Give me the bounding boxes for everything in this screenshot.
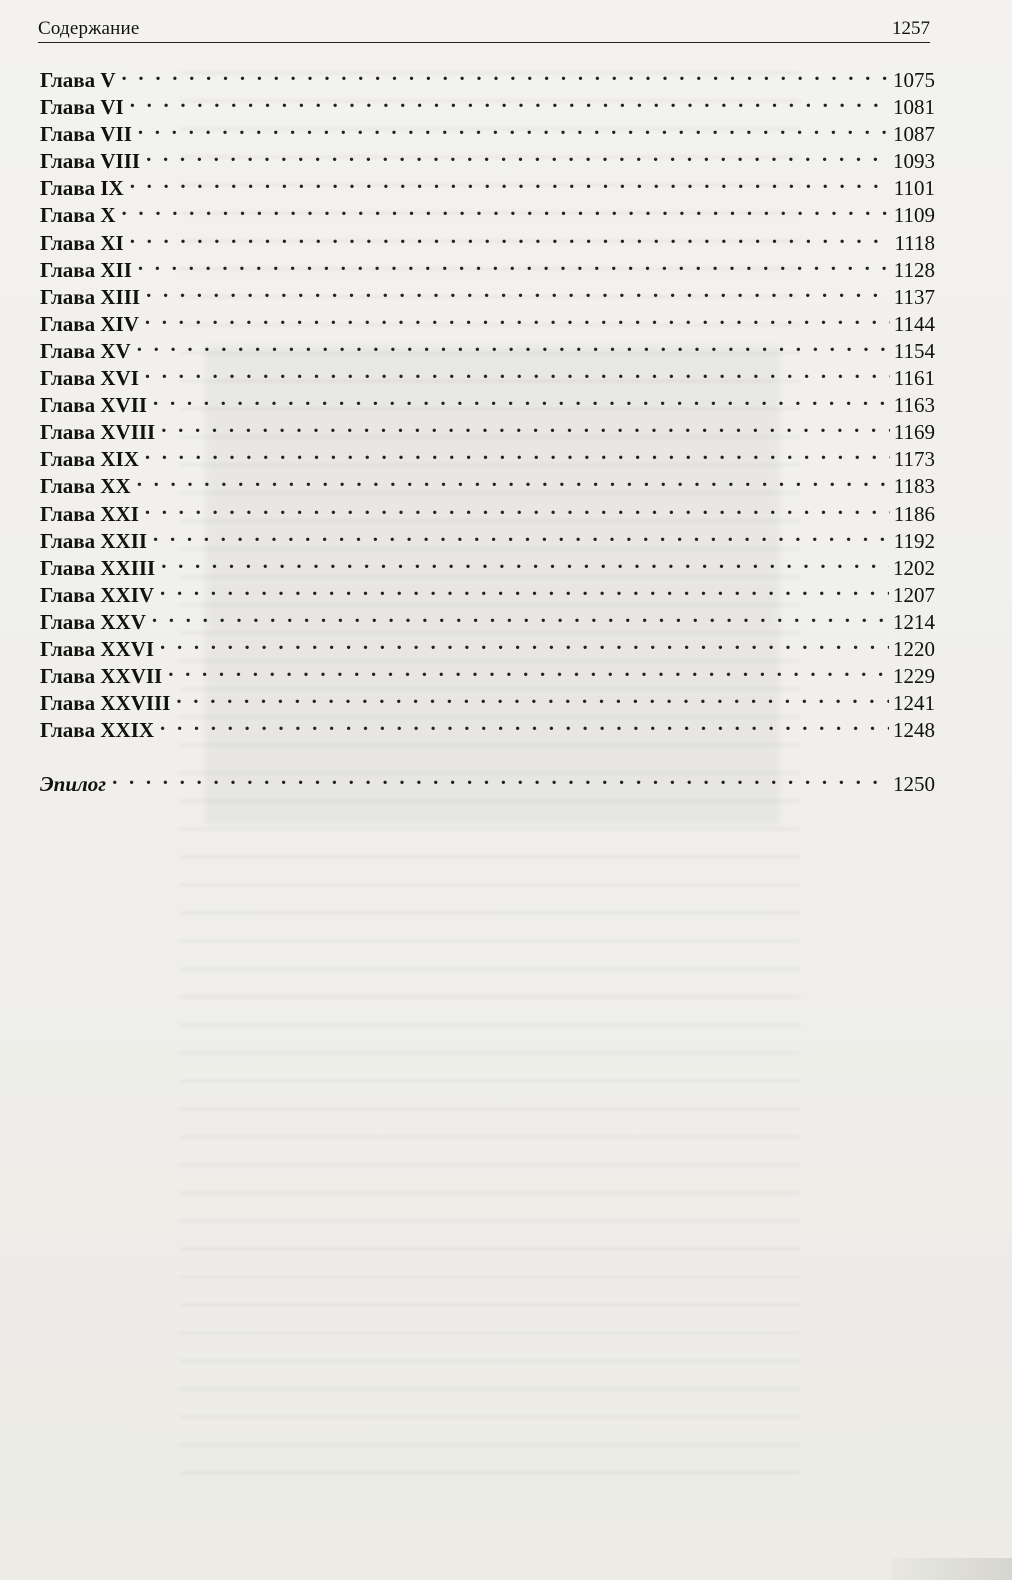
toc-entry-page: 1081 — [893, 95, 935, 120]
dot-leader — [168, 656, 889, 683]
toc-entry — [40, 60, 935, 92]
toc-entry — [40, 250, 935, 282]
toc-entry — [40, 439, 935, 472]
toc-entry-title: Глава VIII — [40, 149, 141, 174]
toc-entry-page: 1250 — [893, 772, 935, 797]
toc-entry — [40, 304, 935, 336]
toc-entry-title: Глава XXIV — [40, 582, 155, 607]
dot-leader — [145, 304, 890, 331]
toc-entry — [40, 548, 935, 580]
dot-leader — [161, 412, 890, 439]
dot-leader — [160, 575, 889, 602]
toc-entry-title: Глава XII — [40, 257, 132, 282]
toc-entry-title: Глава XI — [40, 230, 124, 255]
dot-leader — [130, 87, 889, 114]
toc-entry-title: Глава XIV — [40, 311, 139, 336]
toc-entry-page: 1128 — [893, 257, 935, 282]
toc-entry — [40, 412, 935, 445]
toc-entry-page: 1169 — [893, 420, 935, 445]
dot-leader — [146, 141, 889, 168]
dot-leader — [138, 250, 890, 277]
toc-entry-title: Глава VII — [40, 122, 132, 147]
toc-entry-title: Глава XV — [40, 338, 131, 363]
toc-entry-title: Глава XXV — [40, 609, 146, 634]
toc-entry-page: 1241 — [893, 691, 935, 716]
toc-entry-page: 1118 — [894, 230, 935, 255]
toc-entry-title: Глава XX — [40, 474, 131, 499]
toc-entry-page: 1220 — [893, 636, 935, 661]
toc-entry-title: Глава VI — [40, 95, 124, 120]
toc-entry-title: Глава V — [40, 68, 116, 92]
dot-leader — [176, 683, 889, 710]
toc-entry-title: Глава XXIII — [40, 555, 156, 580]
toc-entry — [40, 385, 935, 418]
dot-leader — [122, 60, 889, 87]
toc-entry-title: Глава X — [40, 203, 116, 228]
dot-leader — [137, 466, 890, 493]
toc-entry-title: Глава XIII — [40, 284, 141, 309]
dot-leader — [130, 223, 891, 250]
toc-entry-page: 1207 — [893, 582, 935, 607]
toc-entry — [40, 466, 935, 499]
toc-entry-page: 1161 — [893, 366, 935, 391]
toc-entry-title: Глава XXVII — [40, 664, 163, 689]
toc-entry — [40, 168, 935, 201]
dot-leader — [153, 385, 890, 412]
dot-leader — [130, 168, 890, 195]
toc-entry — [40, 710, 935, 743]
toc-entry-page: 1144 — [893, 311, 935, 336]
toc-entry-page: 1214 — [893, 609, 935, 634]
toc-entry — [40, 114, 935, 147]
toc-entry-title: Глава XVI — [40, 366, 139, 391]
toc-entry — [40, 195, 935, 228]
toc-entry-title: Глава IX — [40, 176, 124, 201]
toc-entry-page: 1093 — [893, 149, 935, 174]
dot-leader — [145, 494, 890, 521]
toc-entry — [40, 494, 935, 526]
dot-leader — [122, 195, 890, 222]
toc-entry — [40, 521, 935, 553]
toc-entry-page: 1202 — [893, 555, 935, 580]
toc-entry-page: 1229 — [893, 664, 935, 689]
toc-entry — [40, 87, 935, 120]
toc-entry-title: Глава XXVIII — [40, 691, 171, 716]
dot-leader — [145, 358, 890, 385]
dot-leader — [145, 439, 890, 466]
dot-leader — [152, 602, 889, 629]
toc-entry-title: Глава XXIX — [40, 718, 155, 743]
toc-entry — [40, 223, 935, 255]
toc-entry-title: Глава XVII — [40, 393, 148, 418]
toc-entry — [40, 277, 935, 309]
toc-entry-page: 1137 — [893, 284, 935, 309]
dot-leader — [161, 548, 889, 575]
header-page-number: 1257 — [892, 18, 930, 39]
toc-entry — [40, 683, 935, 716]
toc-entry-page: 1163 — [893, 393, 935, 418]
toc-entry-page: 1186 — [893, 501, 935, 526]
dot-leader — [146, 277, 890, 304]
toc-entry-title: Глава XXII — [40, 528, 148, 553]
toc-entry — [40, 141, 935, 174]
toc-entry-title: Эпилог — [40, 772, 107, 797]
toc-entry-page: 1154 — [893, 338, 935, 363]
toc-entry — [40, 575, 935, 607]
toc-entry-title: Глава XXI — [40, 501, 139, 526]
toc-entry — [40, 358, 935, 391]
dot-leader — [138, 114, 889, 141]
toc-entry-title: Глава XVIII — [40, 420, 156, 445]
toc-entry — [40, 602, 935, 634]
toc-entry-epilog — [40, 764, 935, 797]
scan-shadow — [892, 1558, 1012, 1580]
dot-leader — [160, 710, 889, 737]
dot-leader — [137, 331, 890, 358]
toc-entry-page: 1173 — [893, 447, 935, 472]
toc-entry-page: 1192 — [893, 528, 935, 553]
toc-entry — [40, 629, 935, 661]
header-title: Содержание — [38, 18, 140, 39]
toc-entry — [40, 331, 935, 363]
dot-leader — [160, 629, 889, 656]
toc-entry-page: 1109 — [893, 203, 935, 228]
toc-entry-page: 1101 — [893, 176, 935, 201]
dot-leader — [153, 521, 890, 548]
toc-entry-page: 1075 — [893, 68, 935, 92]
toc-entry-page: 1183 — [893, 474, 935, 499]
toc-entry-title: Глава XIX — [40, 447, 139, 472]
dot-leader — [112, 764, 889, 791]
toc-entry — [40, 656, 935, 689]
table-of-contents — [40, 60, 935, 797]
running-header — [38, 12, 930, 43]
toc-entry-page: 1087 — [893, 122, 935, 147]
toc-entry-title: Глава XXVI — [40, 636, 155, 661]
toc-entry-page: 1248 — [893, 718, 935, 743]
